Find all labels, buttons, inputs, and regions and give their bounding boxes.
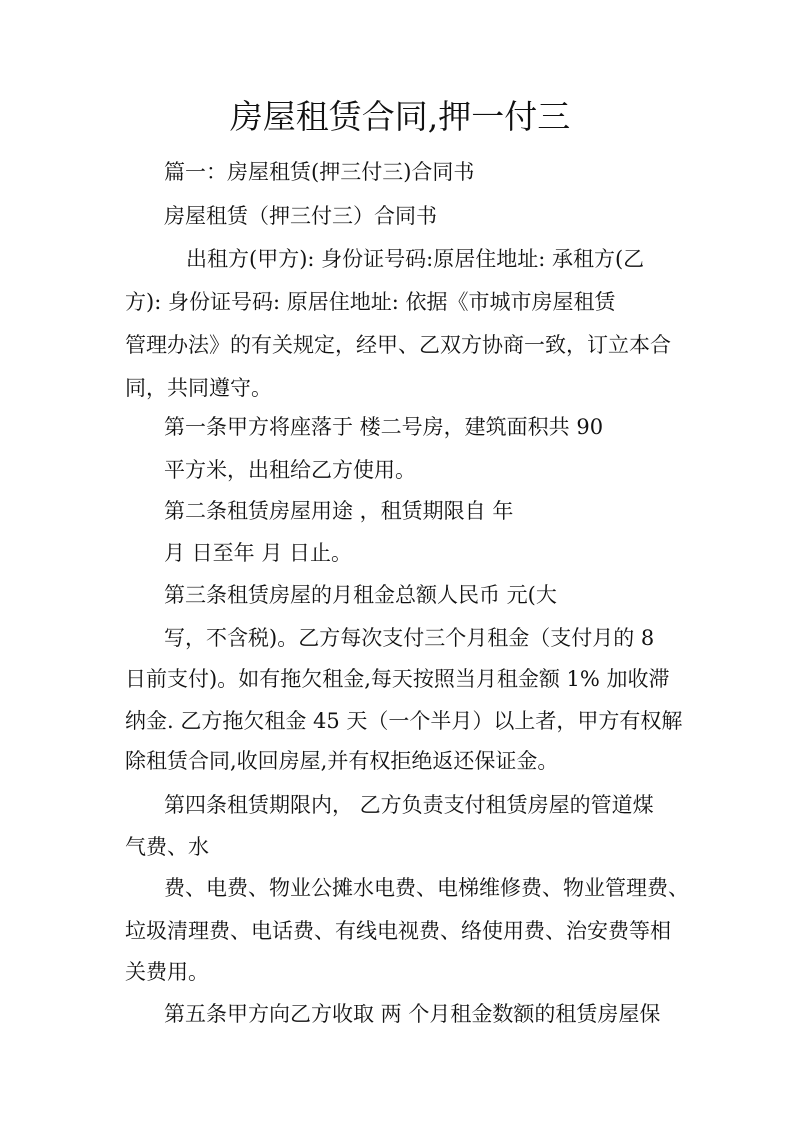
text-line: 日前支付)。如有拖欠租金,每天按照当月租金额 1% 加收滞 — [125, 667, 670, 691]
text-line: 管理办法》的有关规定，经甲、乙双方协商一致，订立本合 — [125, 333, 671, 357]
document-title: 房屋租赁合同,押一付三 — [229, 97, 571, 136]
text-line: 第一条甲方将座落于 楼二号房，建筑面积共 90 — [164, 415, 604, 439]
text-line: 写，不含税)。乙方每次支付三个月租金（支付月的 8 — [164, 626, 655, 650]
text-line: 费、电费、物业公摊水电费、电梯维修费、物业管理费、 — [164, 876, 689, 900]
text-line: 方): 身份证号码: 原居住地址: 依据《市城市房屋租赁 — [125, 290, 616, 314]
text-line: 第三条租赁房屋的月租金总额人民币 元(大 — [164, 583, 557, 607]
text-line: 第五条甲方向乙方收取 两 个月租金数额的租赁房屋保 — [164, 1002, 661, 1026]
text-line: 房屋租赁（押三付三）合同书 — [164, 204, 437, 228]
text-line: 月 日至年 月 日止。 — [164, 541, 353, 565]
text-line: 出租方(甲方): 身份证号码:原居住地址: 承租方(乙 — [186, 247, 645, 271]
text-line: 第二条租赁房屋用途 ，租赁期限自 年 — [164, 499, 514, 523]
text-line: 气费、水 — [125, 835, 209, 859]
text-line: 关费用。 — [125, 960, 209, 984]
text-line: 同，共同遵守。 — [125, 376, 272, 400]
text-line: 除租赁合同,收回房屋,并有权拒绝返还保证金。 — [125, 749, 559, 773]
text-line: 垃圾清理费、电话费、有线电视费、络使用费、治安费等相 — [125, 919, 671, 943]
text-line: 第四条租赁期限内， 乙方负责支付租赁房屋的管道煤 — [164, 793, 654, 817]
text-line: 纳金. 乙方拖欠租金 45 天（一个半月）以上者，甲方有权解 — [125, 709, 683, 733]
text-line: 平方米，出租给乙方使用。 — [164, 458, 416, 482]
text-line: 篇一：房屋租赁(押三付三)合同书 — [164, 160, 475, 184]
